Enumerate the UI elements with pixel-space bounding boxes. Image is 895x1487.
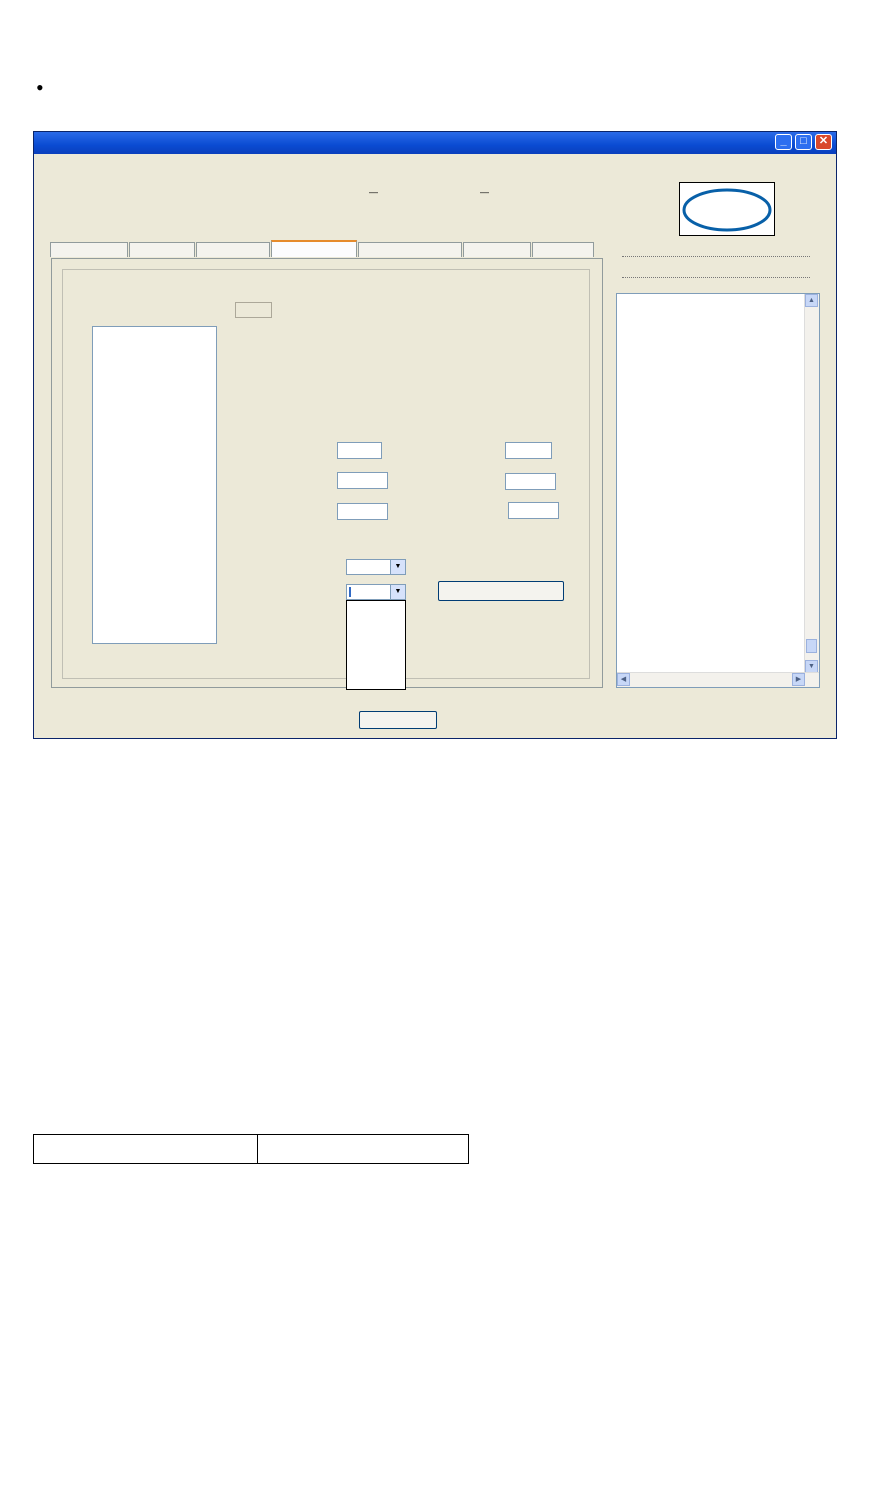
data-rate-value	[349, 587, 351, 597]
payload-size-input[interactable]	[505, 473, 556, 490]
channel-table	[33, 1134, 469, 1164]
start-seq-input[interactable]	[508, 502, 559, 519]
frame-spacing-input[interactable]	[337, 503, 388, 520]
tab-nw-simulator[interactable]	[532, 242, 594, 257]
table-header-channel-value	[258, 1135, 469, 1164]
vendor-command-list[interactable]	[92, 326, 217, 644]
send-command-button[interactable]	[438, 581, 564, 601]
chevron-down-icon[interactable]: ▼	[390, 585, 405, 599]
scroll-up-icon[interactable]: ▲	[805, 294, 818, 307]
vendor-commands-panel	[51, 258, 603, 688]
close-icon[interactable]: ✕	[815, 134, 832, 150]
channel-input[interactable]	[337, 442, 382, 459]
tab-common-controls[interactable]	[50, 242, 128, 257]
minimize-icon[interactable]: _	[775, 134, 792, 150]
close-button[interactable]	[359, 711, 437, 729]
scroll-down-icon[interactable]: ▼	[805, 660, 818, 673]
data-rate-select[interactable]	[346, 584, 406, 600]
app-window	[33, 131, 837, 739]
title-bar[interactable]	[34, 132, 836, 154]
tab-vendor-commands[interactable]	[271, 240, 357, 257]
table-header-row	[34, 1135, 469, 1164]
activity-log[interactable]	[616, 293, 820, 688]
antenna-input[interactable]	[505, 442, 552, 459]
chevron-down-icon[interactable]: ▼	[390, 560, 405, 574]
dash-right: —	[480, 187, 489, 197]
data-rate-dropdown[interactable]	[346, 600, 406, 690]
ack-policy-select[interactable]	[346, 559, 406, 575]
tab-memory-dump[interactable]	[463, 242, 531, 257]
divider	[622, 277, 810, 278]
dash-left: —	[369, 187, 378, 197]
tab-ndis-controls[interactable]	[129, 242, 195, 257]
intel-logo	[679, 182, 775, 236]
divider	[622, 256, 810, 257]
scroll-left-icon[interactable]: ◀	[617, 673, 630, 686]
scroll-right-icon[interactable]: ▶	[792, 673, 805, 686]
tab-wireadapter-commands[interactable]	[358, 242, 462, 257]
maximize-icon[interactable]: □	[795, 134, 812, 150]
log-horizontal-scrollbar[interactable]	[617, 672, 819, 687]
scroll-thumb[interactable]	[806, 639, 817, 653]
table-header-tfc	[34, 1135, 258, 1164]
count-input[interactable]	[337, 472, 388, 489]
bullet-dot: •	[36, 75, 44, 100]
log-vertical-scrollbar[interactable]	[804, 294, 819, 673]
command-value-field	[235, 302, 272, 318]
tab-rc-commands[interactable]	[196, 242, 270, 257]
